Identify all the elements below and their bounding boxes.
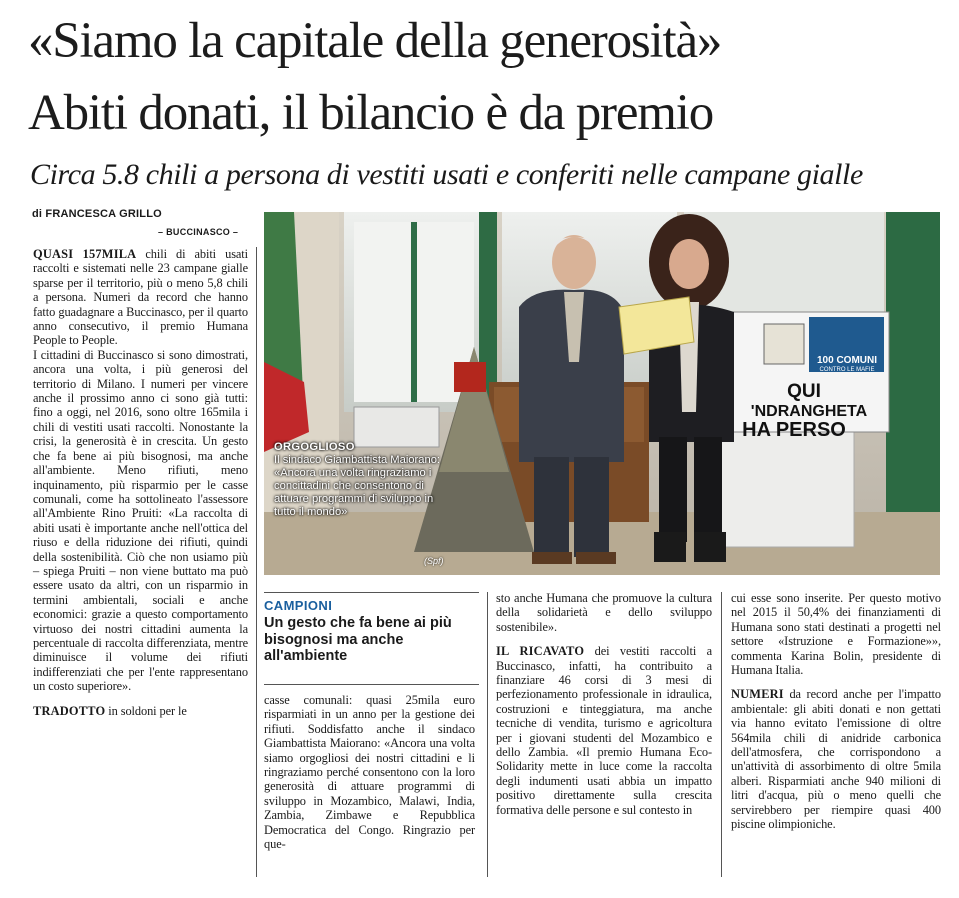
column-divider <box>721 592 722 877</box>
article-column-1 <box>33 247 248 718</box>
lead-in: QUASI 157MILA <box>33 247 137 261</box>
paragraph-text: chili di abiti usati raccolti e sistemati nelle 23 campane gialle sparse per il territorio, più o meno 5,8 chili a persona. Numeri da record che hanno fatto guadagnare a Buccinasco, per il quarto anno consecutivo, il premio Humana People to People. <box>33 247 248 348</box>
paragraph <box>731 687 941 831</box>
column-divider <box>487 592 488 877</box>
dateline-place: – BUCCINASCO – <box>158 227 239 237</box>
caption-text: Il sindaco Giambattista Maiorano: «Ancora una volta ringraziamo i concittadini che consentono di attuare programmi di sviluppo in tutto il mondo» <box>274 454 441 518</box>
box-headline: Un gesto che fa bene ai più bisognosi ma anche all'ambiente <box>264 615 452 664</box>
caption-lead: ORGOGLIOSO <box>274 441 355 453</box>
article-column-3 <box>496 591 712 817</box>
paragraph: casse comunali: quasi 25mila euro risparmiati in un anno per la gestione dei rifiuti. Soddisfatto anche il sindaco Giambattista Maiorano: «Ancora una volta siamo orgogliosi dei nostri cittadini e li ringraziamo perché consentono con la loro generosità di attuare programmi di sviluppo in Mozambico, Malawi, India, Zambia, Zimbawe e Repubblica Democratica del Congo. Ringrazio per que- <box>264 693 475 852</box>
box-rule-bottom <box>264 684 479 685</box>
news-photo <box>264 212 940 575</box>
paragraph: cui esse sono inserite. Per questo motivo nel 2015 il 50,4% dei finanziamenti di Humana sono stati destinati a progetti nel settore «Istruzione e Formazione»», commenta Karina Bolin, presidente di Humana Italia. <box>731 591 941 678</box>
column-divider <box>256 247 257 877</box>
sign-line-3: HA PERSO <box>742 419 846 441</box>
paragraph: sto anche Humana che promuove la cultura della solidarietà e dello sviluppo sostenibile». <box>496 591 712 634</box>
paragraph <box>33 247 248 348</box>
sign-line-2: 'NDRANGHETA <box>750 403 868 420</box>
paragraph-text: da record anche per l'impatto ambientale: gli abiti donati e non gettati via hanno evitato l'emissione di oltre 564mila chili di anidride carbonica dell'atmosfera, che corrispondono a un'attività di assorbimento di oltre 5mila alberi. Risparmiati anche 940 milioni di litri d'acqua, più o meno quelli che servirebbero per riempire quasi 400 piscine olimpioniche. <box>731 687 941 832</box>
lead-in: NUMERI <box>731 687 784 702</box>
sign-small-1: 100 COMUNI <box>816 355 878 366</box>
photo-credit: (Spf) <box>424 556 444 566</box>
box-rule <box>264 592 479 593</box>
article-column-2 <box>264 693 475 851</box>
lead-in: IL RICAVATO <box>496 644 585 659</box>
paragraph <box>33 704 248 718</box>
headline-line-2: Abiti donati, il bilancio è da premio <box>28 85 714 141</box>
byline: di FRANCESCA GRILLO <box>32 208 162 220</box>
paragraph-text: dei vestiti raccolti a Buccinasco, infatti, ha contribuito a finanziare 46 corsi di 3 mesi di perfezionamento professionale in idraulica, costruzioni e tinteggiatura, ma anche tecniche di vendita, turismo e agricoltura per i giovani studenti del Mozambico e dello Zambia. «Il premio Humana Eco-Solidarity mette in luce come la raccolta degli indumenti usati abbia un impatto positivo direttamente sulla crescita formativa delle persone e sul contesto in <box>496 644 712 817</box>
subtitle: Circa 5.8 chili a persona di vestiti usati e conferiti nelle campane gialle <box>30 158 863 191</box>
sign-line-1: QUI <box>787 381 821 402</box>
paragraph-text: in soldoni per le <box>105 703 187 718</box>
headline-line-1: «Siamo la capitale della generosità» <box>28 13 722 69</box>
lead-in: TRADOTTO <box>33 703 106 718</box>
sign-small-2: CONTRO LE MAFIE <box>819 367 875 373</box>
paragraph: I cittadini di Buccinasco si sono dimostrati, ancora una volta, i più generosi del territorio di Milano. I numeri per vincere anche il prossimo anno ci sono già tutti: fino a oggi, nel 2016, sono oltre 165mila i chili di vestiti usati raccolti. Nonostante la crisi, la generosità è in crescita. Un gesto che fa bene ai più bisognosi, ma anche all'ambiente. Meno rifiuti, meno inquinamento, più risparmio per le casse comunali, come ha sottolineato l'assessore all'Ambiente Rino Pruiti: «La raccolta di abiti usati è importante anche nell'ottica del riuso e della riduzione dei rifiuti, quindi della sostenibilità. Ciò che non usiamo più – spiega Pruiti – non viene buttato ma può essere usato da altri, con un risparmio in termini ambientali, sociali e anche economici: grazie a questo comportamento virtuoso dei nostri cittadini aumenta la percentuale di raccolta differenziata, mentre diminuisce il volume dei rifiuti indifferenziati che per l'ente rappresentano un costo superiore». <box>33 347 248 694</box>
photo-caption <box>274 441 449 519</box>
photo-illustration <box>264 212 940 575</box>
article-column-4 <box>731 591 941 832</box>
box-kicker: CAMPIONI <box>264 598 333 613</box>
paragraph <box>496 644 712 817</box>
